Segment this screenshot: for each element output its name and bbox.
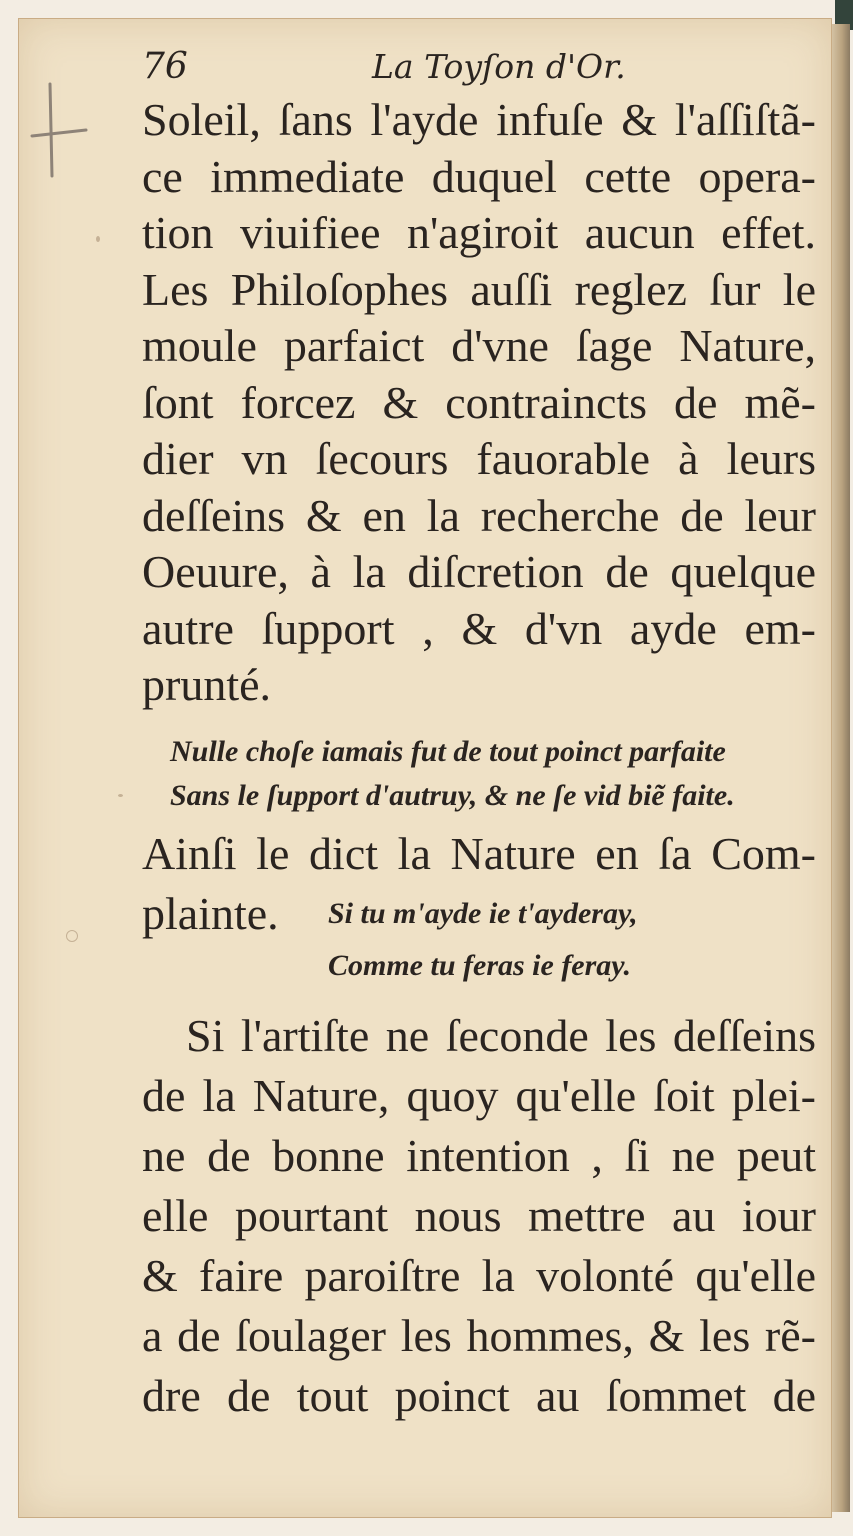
page-header	[142, 42, 812, 92]
text-line: ce immediate duquel cette opera-	[142, 150, 816, 202]
quote-line-1: Si tu m'ayde ie t'ayderay,	[328, 897, 638, 930]
text-line: moule parfaict d'vne ſage Nature,	[142, 320, 816, 371]
paper-fleck	[96, 236, 100, 242]
paper-fleck	[66, 930, 78, 942]
text-line: autre ſupport , & d'vn ayde em-	[142, 602, 816, 654]
text-line: Les Philoſophes auſſi reglez ſur le	[142, 263, 816, 315]
page-number: 76	[142, 46, 188, 87]
paragraph-2	[142, 1006, 816, 1426]
text-line: dre de tout poinct au ſommet de	[142, 1370, 816, 1421]
text-line: & faire paroiſtre la volonté qu'elle	[142, 1250, 816, 1301]
text-line: ne de bonne intention , ſi ne peut	[142, 1130, 816, 1181]
paragraph-1	[142, 92, 816, 714]
ainsi-line: Ainſi le dict la Nature en ſa Com-	[142, 828, 816, 879]
italic-verse	[170, 730, 816, 818]
text-line: tion viuifiee n'agiroit aucun effet.	[142, 207, 816, 258]
text-line: Si l'artiſte ne ſeconde les deſſeins	[186, 1010, 816, 1061]
text-line: dier vn ſecours fauorable à leurs	[142, 433, 816, 484]
text-line: prunté.	[142, 659, 272, 710]
plainte-word: plainte.	[142, 888, 279, 939]
text-line: deſſeins & en la recherche de leur	[142, 489, 816, 541]
text-line: Soleil, ſans l'ayde infuſe & l'aſſiſtã-	[142, 94, 816, 145]
text-line: ſont forcez & contraincts de mẽ-	[142, 376, 816, 428]
text-line: de la Nature, quoy qu'elle ſoit plei-	[142, 1070, 816, 1121]
verse-line: Nulle choſe iamais fut de tout poinct parfaite	[170, 735, 726, 768]
text-line: a de ſoulager les hommes, & les rẽ-	[142, 1310, 816, 1361]
paper-fleck	[118, 794, 123, 797]
text-line: elle pourtant nous mettre au iour	[142, 1190, 816, 1241]
margin-pencil-mark-icon	[28, 80, 88, 180]
page-edge	[830, 24, 850, 1512]
plainte-row	[142, 884, 816, 944]
quote-line-2: Comme tu feras ie feray.	[328, 949, 632, 982]
verse-line: Sans le ſupport d'autruy, & ne ſe vid biẽ faite.	[170, 779, 735, 812]
running-title: La Toyſon d'Or.	[372, 47, 626, 86]
text-line: Oeuure, à la diſcretion de quelque	[142, 546, 816, 597]
